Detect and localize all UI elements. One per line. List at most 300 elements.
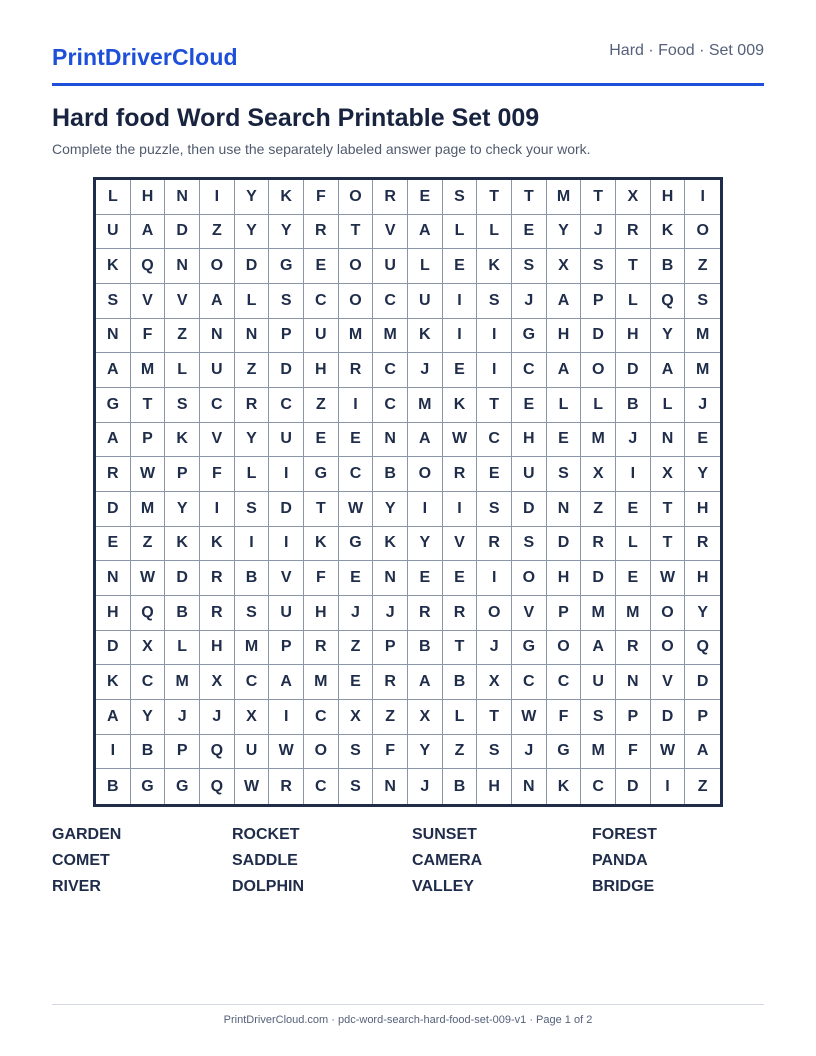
footer-divider — [52, 1004, 764, 1005]
grid-cell: S — [339, 735, 374, 770]
grid-cell: R — [304, 215, 339, 250]
grid-cell: K — [477, 249, 512, 284]
grid-cell: I — [616, 457, 651, 492]
grid-cell: R — [581, 527, 616, 562]
grid-cell: W — [269, 735, 304, 770]
grid-cell: R — [235, 388, 270, 423]
grid-cell: A — [581, 631, 616, 666]
grid-cell: L — [581, 388, 616, 423]
word-list-item: PANDA — [592, 852, 648, 869]
grid-cell: I — [96, 735, 131, 770]
grid-cell: C — [269, 388, 304, 423]
grid-cell: M — [408, 388, 443, 423]
grid-cell: C — [512, 353, 547, 388]
grid-cell: L — [408, 249, 443, 284]
header-divider — [52, 83, 764, 86]
grid-cell: T — [443, 631, 478, 666]
grid-cell: S — [165, 388, 200, 423]
grid-cell: N — [235, 319, 270, 354]
grid-cell: Y — [235, 180, 270, 215]
grid-cell: L — [235, 284, 270, 319]
grid-cell: M — [581, 423, 616, 458]
grid-cell: T — [477, 388, 512, 423]
grid-cell: C — [512, 665, 547, 700]
grid-cell: G — [547, 735, 582, 770]
grid-cell: E — [304, 423, 339, 458]
grid-cell: Y — [651, 319, 686, 354]
grid-cell: G — [339, 527, 374, 562]
grid-cell: M — [165, 665, 200, 700]
grid-cell: P — [165, 457, 200, 492]
grid-cell: O — [200, 249, 235, 284]
grid-cell: F — [373, 735, 408, 770]
grid-cell: F — [200, 457, 235, 492]
grid-cell: Z — [373, 700, 408, 735]
grid-cell: G — [512, 631, 547, 666]
grid-cell: M — [547, 180, 582, 215]
grid-cell: R — [200, 561, 235, 596]
grid-cell: S — [477, 284, 512, 319]
grid-cell: K — [651, 215, 686, 250]
grid-cell: R — [373, 665, 408, 700]
grid-cell: K — [547, 769, 582, 804]
grid-cell: A — [269, 665, 304, 700]
grid-cell: X — [651, 457, 686, 492]
grid-cell: S — [547, 457, 582, 492]
grid-cell: H — [200, 631, 235, 666]
grid-cell: R — [685, 527, 720, 562]
grid-cell: C — [304, 769, 339, 804]
grid-cell: C — [200, 388, 235, 423]
grid-cell: A — [651, 353, 686, 388]
grid-cell: J — [165, 700, 200, 735]
grid-cell: V — [443, 527, 478, 562]
grid-cell: S — [96, 284, 131, 319]
grid-cell: S — [581, 700, 616, 735]
grid-cell: C — [304, 700, 339, 735]
grid-cell: M — [685, 319, 720, 354]
grid-cell: B — [443, 769, 478, 804]
grid-cell: I — [408, 492, 443, 527]
grid-cell: E — [96, 527, 131, 562]
grid-cell: R — [616, 631, 651, 666]
grid-cell: B — [616, 388, 651, 423]
grid-cell: D — [616, 353, 651, 388]
grid-cell: N — [373, 561, 408, 596]
grid-cell: X — [547, 249, 582, 284]
grid-cell: Y — [235, 423, 270, 458]
grid-cell: U — [512, 457, 547, 492]
grid-cell: P — [269, 319, 304, 354]
grid-cell: S — [581, 249, 616, 284]
grid-cell: G — [131, 769, 166, 804]
grid-cell: S — [512, 527, 547, 562]
grid-cell: K — [96, 249, 131, 284]
grid-cell: U — [373, 249, 408, 284]
grid-cell: S — [512, 249, 547, 284]
word-list-item: VALLEY — [412, 878, 474, 895]
grid-cell: J — [581, 215, 616, 250]
grid-cell: M — [339, 319, 374, 354]
grid-cell: A — [547, 353, 582, 388]
grid-cell: R — [269, 769, 304, 804]
grid-cell: P — [131, 423, 166, 458]
grid-cell: D — [547, 527, 582, 562]
grid-cell: W — [131, 561, 166, 596]
grid-cell: O — [651, 631, 686, 666]
grid-cell: G — [512, 319, 547, 354]
word-list-item: ROCKET — [232, 826, 300, 843]
word-list-item: CAMERA — [412, 852, 483, 869]
grid-cell: Q — [651, 284, 686, 319]
grid-cell: F — [616, 735, 651, 770]
grid-cell: N — [512, 769, 547, 804]
grid-cell: J — [200, 700, 235, 735]
grid-cell: Y — [408, 735, 443, 770]
grid-cell: P — [547, 596, 582, 631]
grid-cell: O — [339, 249, 374, 284]
grid-cell: I — [269, 527, 304, 562]
grid-cell: W — [651, 735, 686, 770]
grid-cell: D — [685, 665, 720, 700]
grid-cell: R — [443, 457, 478, 492]
grid-cell: Y — [373, 492, 408, 527]
page-subtitle: Complete the puzzle, then use the separately labeled answer page to check your work. — [52, 141, 591, 157]
grid-cell: L — [616, 284, 651, 319]
grid-cell: P — [165, 735, 200, 770]
grid-cell: T — [581, 180, 616, 215]
grid-cell: D — [269, 492, 304, 527]
grid-cell: M — [581, 596, 616, 631]
grid-cell: D — [165, 215, 200, 250]
grid-cell: X — [581, 457, 616, 492]
grid-cell: H — [304, 353, 339, 388]
grid-cell: D — [96, 631, 131, 666]
grid-cell: O — [304, 735, 339, 770]
grid-cell: F — [304, 561, 339, 596]
grid-cell: N — [96, 561, 131, 596]
grid-cell: H — [477, 769, 512, 804]
grid-cell: H — [547, 319, 582, 354]
grid-cell: E — [512, 388, 547, 423]
grid-cell: H — [651, 180, 686, 215]
grid-cell: R — [408, 596, 443, 631]
grid-cell: Y — [685, 596, 720, 631]
word-list-item: COMET — [52, 852, 110, 869]
grid-cell: Z — [200, 215, 235, 250]
grid-cell: V — [512, 596, 547, 631]
grid-cell: I — [477, 561, 512, 596]
grid-cell: X — [339, 700, 374, 735]
grid-cell: F — [131, 319, 166, 354]
grid-cell: A — [131, 215, 166, 250]
grid-cell: H — [304, 596, 339, 631]
grid-cell: M — [235, 631, 270, 666]
grid-cell: U — [235, 735, 270, 770]
grid-cell: L — [443, 700, 478, 735]
grid-cell: X — [408, 700, 443, 735]
grid-cell: S — [235, 492, 270, 527]
grid-cell: H — [685, 492, 720, 527]
grid-cell: E — [547, 423, 582, 458]
grid-cell: K — [200, 527, 235, 562]
grid-cell: X — [235, 700, 270, 735]
grid-cell: N — [373, 769, 408, 804]
word-search-grid — [93, 177, 723, 807]
grid-cell: W — [339, 492, 374, 527]
grid-cell: D — [269, 353, 304, 388]
grid-cell: O — [477, 596, 512, 631]
grid-cell: X — [200, 665, 235, 700]
grid-cell: B — [96, 769, 131, 804]
grid-cell: N — [616, 665, 651, 700]
grid-cell: S — [477, 492, 512, 527]
grid-cell: V — [373, 215, 408, 250]
grid-cell: M — [304, 665, 339, 700]
grid-cell: Z — [339, 631, 374, 666]
grid-cell: I — [200, 492, 235, 527]
grid-cell: U — [269, 423, 304, 458]
grid-cell: M — [616, 596, 651, 631]
word-list-item: DOLPHIN — [232, 878, 304, 895]
grid-cell: I — [443, 319, 478, 354]
grid-cell: C — [304, 284, 339, 319]
grid-cell: K — [408, 319, 443, 354]
grid-cell: X — [131, 631, 166, 666]
grid-cell: B — [235, 561, 270, 596]
grid-cell: E — [339, 665, 374, 700]
word-list-item: GARDEN — [52, 826, 122, 843]
grid-cell: C — [235, 665, 270, 700]
breadcrumb: Hard · Food · Set 009 — [609, 42, 764, 59]
grid-cell: C — [131, 665, 166, 700]
grid-cell: E — [339, 423, 374, 458]
grid-cell: L — [443, 215, 478, 250]
grid-cell: V — [651, 665, 686, 700]
grid-cell: D — [651, 700, 686, 735]
grid-cell: E — [616, 561, 651, 596]
grid-cell: D — [96, 492, 131, 527]
grid-cell: J — [339, 596, 374, 631]
grid-cell: H — [131, 180, 166, 215]
word-list-item: SADDLE — [232, 852, 298, 869]
grid-cell: T — [616, 249, 651, 284]
grid-cell: N — [651, 423, 686, 458]
grid-cell: D — [512, 492, 547, 527]
grid-cell: J — [408, 769, 443, 804]
grid-cell: T — [651, 492, 686, 527]
grid-cell: S — [269, 284, 304, 319]
grid-cell: I — [339, 388, 374, 423]
grid-cell: I — [477, 319, 512, 354]
grid-cell: U — [96, 215, 131, 250]
grid-cell: N — [96, 319, 131, 354]
grid-cell: P — [581, 284, 616, 319]
grid-cell: S — [235, 596, 270, 631]
grid-cell: K — [304, 527, 339, 562]
grid-cell: R — [339, 353, 374, 388]
grid-cell: Y — [408, 527, 443, 562]
grid-cell: O — [339, 180, 374, 215]
grid-cell: P — [373, 631, 408, 666]
grid-cell: J — [373, 596, 408, 631]
grid-cell: N — [547, 492, 582, 527]
grid-cell: A — [547, 284, 582, 319]
grid-cell: S — [685, 284, 720, 319]
grid-cell: S — [339, 769, 374, 804]
grid-cell: Z — [581, 492, 616, 527]
grid-cell: V — [165, 284, 200, 319]
grid-cell: O — [408, 457, 443, 492]
grid-cell: K — [373, 527, 408, 562]
grid-cell: L — [165, 353, 200, 388]
grid-cell: B — [131, 735, 166, 770]
grid-cell: U — [200, 353, 235, 388]
grid-cell: B — [443, 665, 478, 700]
grid-cell: E — [339, 561, 374, 596]
grid-cell: W — [512, 700, 547, 735]
grid-cell: W — [235, 769, 270, 804]
grid-cell: Z — [235, 353, 270, 388]
grid-cell: V — [131, 284, 166, 319]
grid-cell: P — [269, 631, 304, 666]
grid-cell: L — [616, 527, 651, 562]
grid-cell: Q — [131, 596, 166, 631]
grid-cell: Q — [200, 769, 235, 804]
grid-cell: L — [96, 180, 131, 215]
grid-cell: R — [616, 215, 651, 250]
grid-cell: M — [373, 319, 408, 354]
grid-cell: N — [373, 423, 408, 458]
grid-cell: G — [96, 388, 131, 423]
grid-cell: E — [408, 180, 443, 215]
grid-cell: E — [616, 492, 651, 527]
grid-cell: I — [685, 180, 720, 215]
word-list — [52, 826, 772, 896]
grid-cell: O — [581, 353, 616, 388]
grid-cell: I — [235, 527, 270, 562]
grid-cell: C — [373, 388, 408, 423]
grid-cell: W — [131, 457, 166, 492]
grid-cell: X — [477, 665, 512, 700]
grid-cell: O — [651, 596, 686, 631]
brand-logo[interactable]: PrintDriverCloud — [52, 44, 238, 70]
grid-cell: I — [443, 492, 478, 527]
grid-cell: E — [512, 215, 547, 250]
grid-cell: Z — [443, 735, 478, 770]
grid-cell: U — [581, 665, 616, 700]
grid-cell: U — [408, 284, 443, 319]
grid-cell: N — [200, 319, 235, 354]
grid-cell: T — [131, 388, 166, 423]
grid-cell: P — [685, 700, 720, 735]
grid-cell: C — [339, 457, 374, 492]
grid-cell: L — [651, 388, 686, 423]
grid-cell: C — [373, 353, 408, 388]
grid-cell: K — [443, 388, 478, 423]
grid-cell: M — [131, 353, 166, 388]
grid-cell: H — [685, 561, 720, 596]
grid-cell: Y — [269, 215, 304, 250]
grid-cell: Y — [165, 492, 200, 527]
grid-cell: C — [547, 665, 582, 700]
grid-cell: I — [200, 180, 235, 215]
word-list-item: FOREST — [592, 826, 657, 843]
grid-cell: D — [616, 769, 651, 804]
grid-cell: C — [373, 284, 408, 319]
grid-cell: M — [581, 735, 616, 770]
grid-cell: R — [200, 596, 235, 631]
grid-cell: R — [443, 596, 478, 631]
grid-cell: E — [685, 423, 720, 458]
grid-cell: J — [512, 735, 547, 770]
grid-cell: H — [96, 596, 131, 631]
grid-cell: A — [408, 215, 443, 250]
grid-cell: R — [477, 527, 512, 562]
footer-text: PrintDriverCloud.com · pdc-word-search-hard-food-set-009-v1 · Page 1 of 2 — [223, 1014, 593, 1026]
grid-cell: F — [304, 180, 339, 215]
grid-cell: S — [443, 180, 478, 215]
grid-cell: W — [651, 561, 686, 596]
grid-cell: J — [408, 353, 443, 388]
grid-cell: A — [408, 665, 443, 700]
grid-cell: G — [304, 457, 339, 492]
grid-cell: B — [651, 249, 686, 284]
grid-cell: U — [269, 596, 304, 631]
grid-cell: Y — [685, 457, 720, 492]
grid-cell: E — [443, 353, 478, 388]
grid-cell: D — [235, 249, 270, 284]
grid-cell: Z — [685, 249, 720, 284]
grid-cell: V — [200, 423, 235, 458]
grid-cell: A — [685, 735, 720, 770]
grid-cell: L — [547, 388, 582, 423]
grid-cell: S — [477, 735, 512, 770]
grid-cell: T — [339, 215, 374, 250]
grid-cell: N — [165, 249, 200, 284]
word-list-item: SUNSET — [412, 826, 477, 843]
grid-cell: N — [165, 180, 200, 215]
grid-cell: B — [373, 457, 408, 492]
grid-cell: T — [477, 700, 512, 735]
grid-cell: I — [269, 457, 304, 492]
grid-cell: A — [96, 353, 131, 388]
grid-cell: X — [616, 180, 651, 215]
grid-cell: Q — [200, 735, 235, 770]
grid-cell: C — [581, 769, 616, 804]
grid-cell: Z — [131, 527, 166, 562]
grid-cell: T — [477, 180, 512, 215]
grid-cell: Q — [131, 249, 166, 284]
grid-cell: J — [512, 284, 547, 319]
grid-cell: M — [131, 492, 166, 527]
grid-cell: K — [165, 423, 200, 458]
grid-cell: R — [373, 180, 408, 215]
grid-cell: Z — [304, 388, 339, 423]
grid-cell: Y — [131, 700, 166, 735]
grid-cell: O — [339, 284, 374, 319]
grid-cell: F — [547, 700, 582, 735]
grid-cell: I — [443, 284, 478, 319]
grid-cell: D — [581, 319, 616, 354]
grid-cell: T — [304, 492, 339, 527]
grid-cell: J — [616, 423, 651, 458]
grid-cell: A — [96, 700, 131, 735]
grid-cell: H — [547, 561, 582, 596]
grid-cell: A — [96, 423, 131, 458]
grid-cell: L — [165, 631, 200, 666]
grid-cell: I — [269, 700, 304, 735]
